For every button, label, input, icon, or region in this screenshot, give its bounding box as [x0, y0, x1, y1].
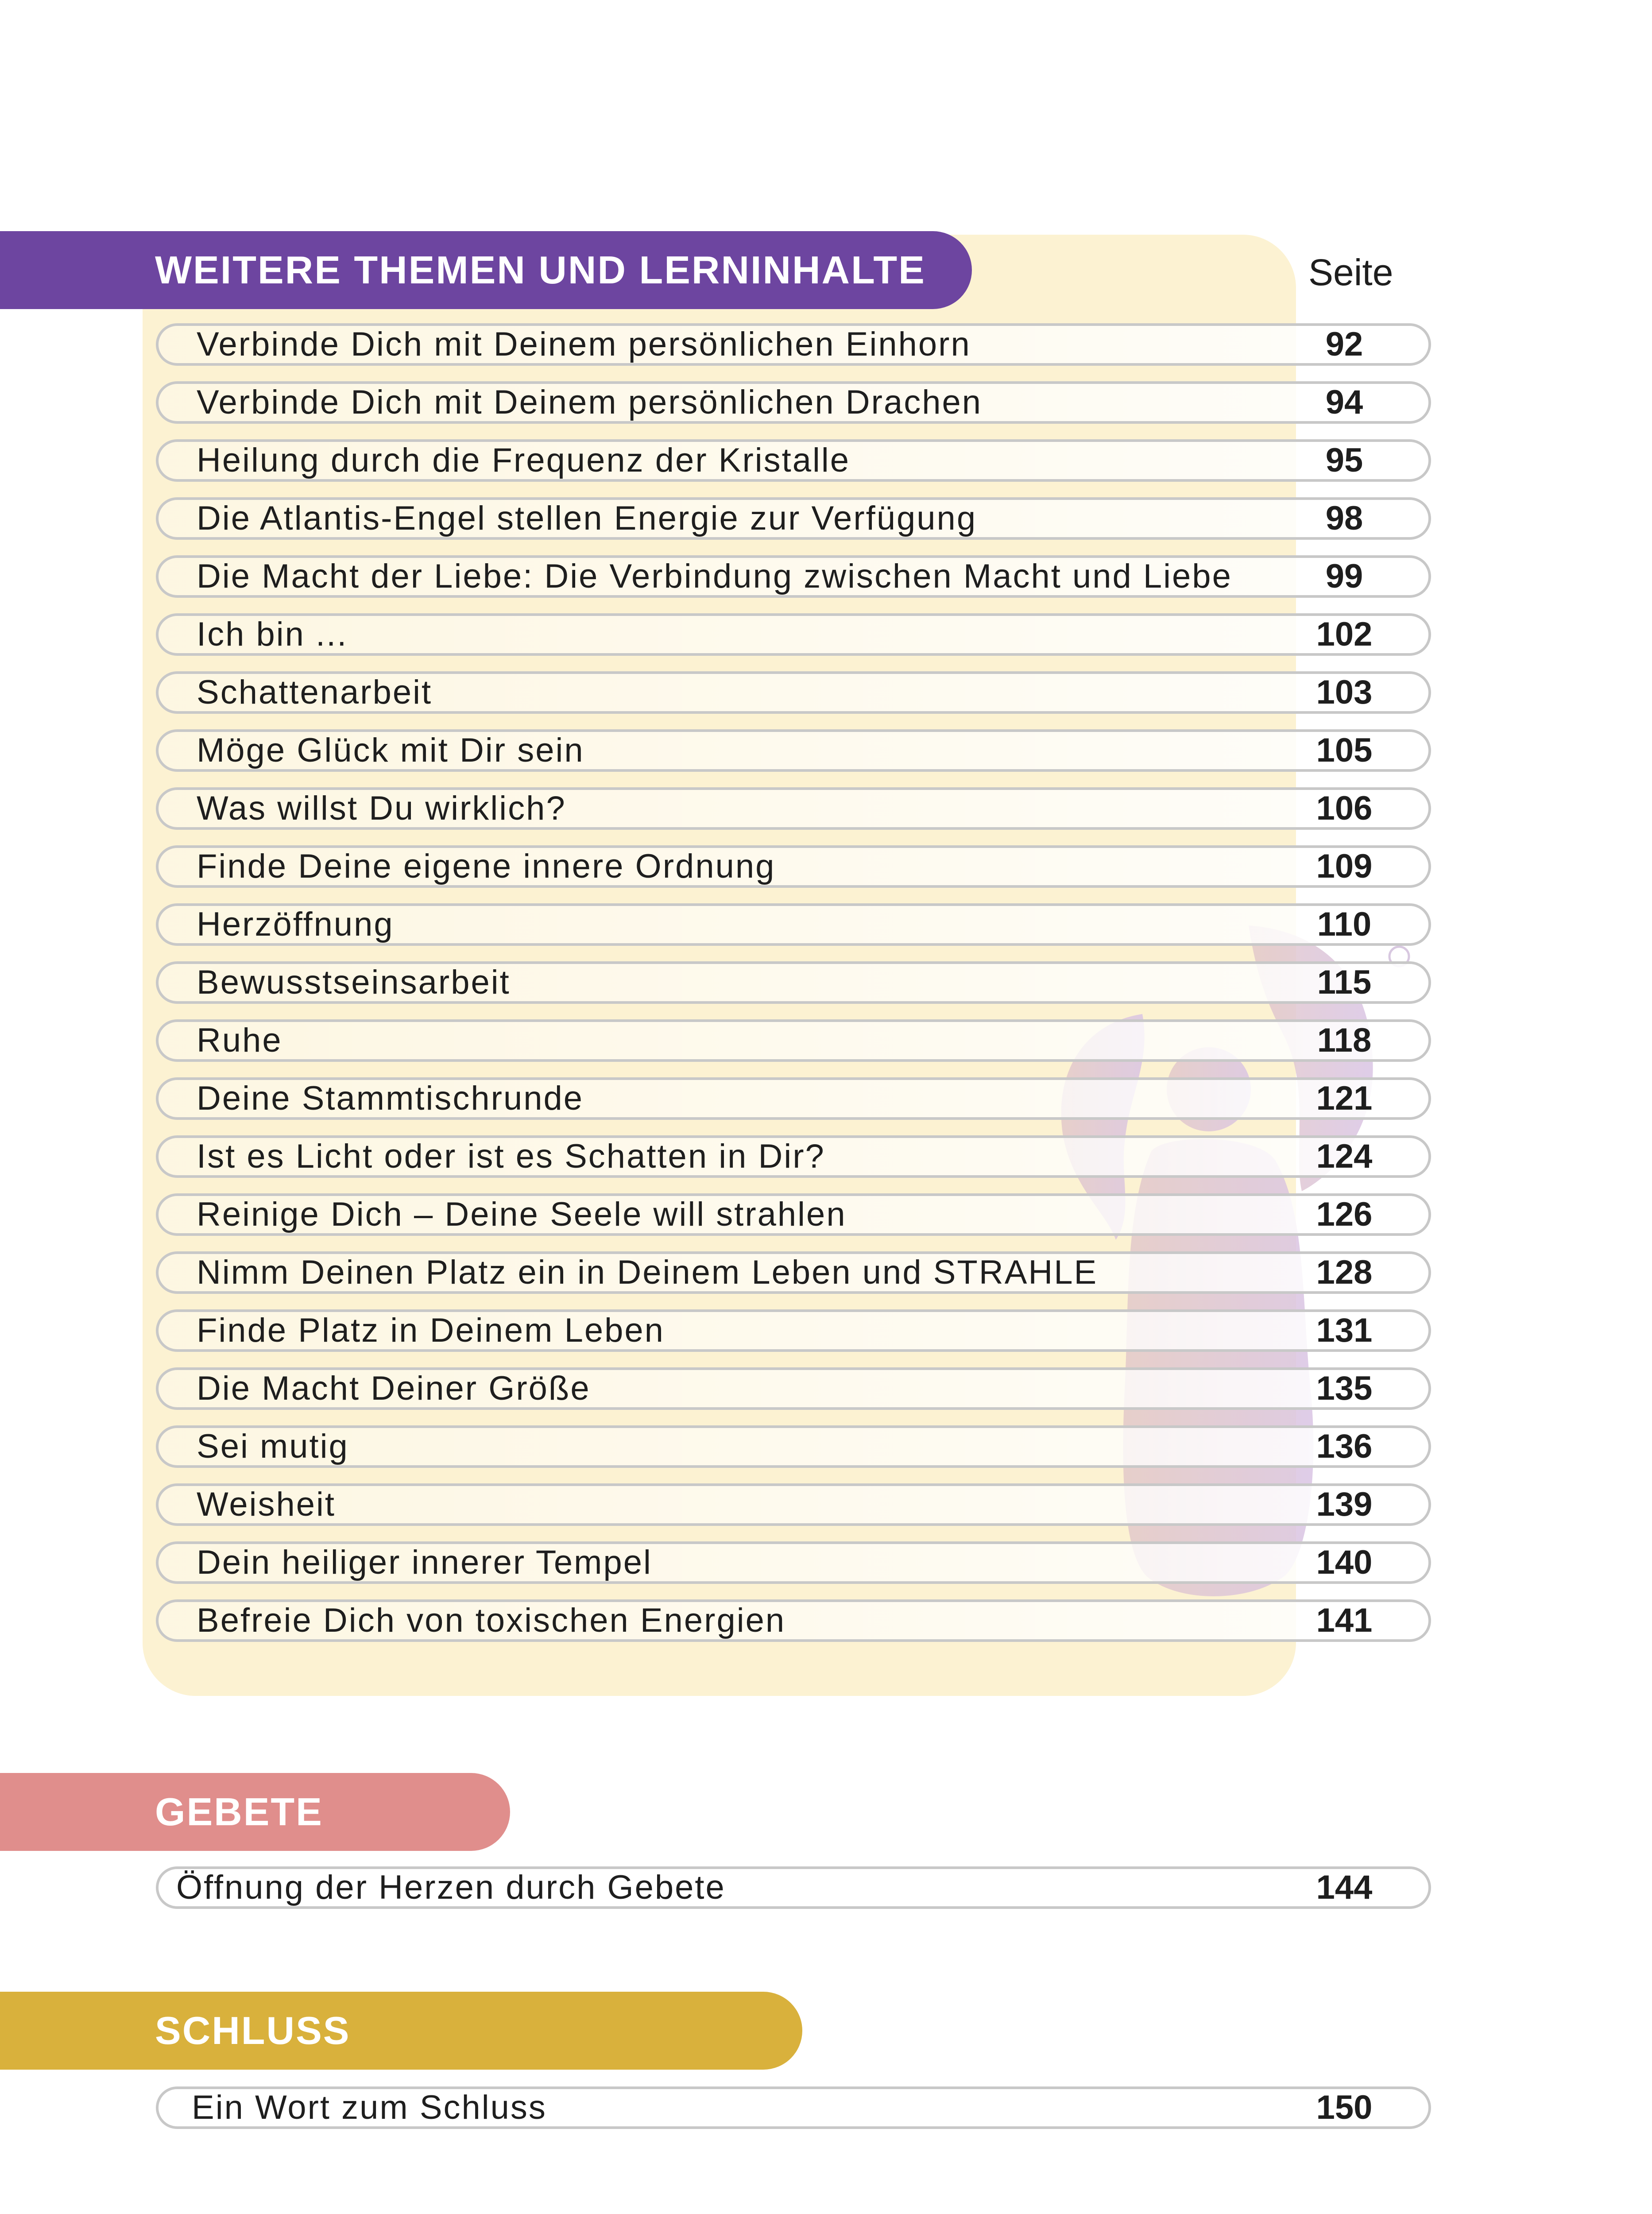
section-heading-prayers: GEBETE [155, 1790, 323, 1834]
toc-entry-page: 94 [1325, 383, 1363, 421]
toc-entry-title: Die Macht der Liebe: Die Verbindung zwischen Macht und Liebe [197, 557, 1232, 595]
toc-entry[interactable] [156, 613, 1431, 656]
toc-entry-page: 126 [1316, 1196, 1373, 1233]
toc-entry[interactable] [156, 1599, 1431, 1642]
toc-entry-page: 92 [1325, 325, 1363, 363]
toc-entry-page: 103 [1316, 673, 1373, 711]
toc-entry-title: Möge Glück mit Dir sein [197, 732, 584, 769]
toc-entry-title: Heilung durch die Frequenz der Kristalle [197, 441, 851, 479]
toc-entry-page: 139 [1316, 1486, 1373, 1523]
toc-entry-page: 124 [1316, 1138, 1373, 1175]
toc-entry-page: 106 [1316, 790, 1373, 827]
toc-entry-page: 110 [1317, 906, 1372, 943]
toc-entry-title: Ruhe [197, 1022, 282, 1059]
toc-entry-page: 115 [1317, 964, 1372, 1001]
toc-entry-title: Sei mutig [197, 1428, 349, 1465]
toc-entry[interactable] [156, 961, 1431, 1004]
toc-entry-page: 144 [1316, 1869, 1373, 1906]
toc-entry-title: Reinige Dich – Deine Seele will strahlen [197, 1196, 847, 1233]
toc-entry[interactable] [156, 555, 1431, 598]
toc-entry[interactable] [156, 497, 1431, 540]
toc-entry-title: Finde Platz in Deinem Leben [197, 1312, 665, 1349]
toc-entry-prayers[interactable] [156, 1866, 1431, 1909]
section-heading-themes: WEITERE THEMEN UND LERNINHALTE [155, 248, 926, 292]
toc-entry[interactable] [156, 1541, 1431, 1584]
toc-entry-page: 95 [1325, 441, 1363, 479]
toc-entry-title: Verbinde Dich mit Deinem persönlichen Einhorn [197, 325, 971, 363]
toc-entry-title: Bewusstseinsarbeit [197, 964, 511, 1001]
toc-entry-page: 105 [1316, 732, 1373, 769]
toc-entry[interactable] [156, 1077, 1431, 1120]
toc-entry-page: 141 [1316, 1602, 1373, 1639]
section-banner-prayers [0, 1773, 510, 1851]
toc-entry-title: Nimm Deinen Platz ein in Deinem Leben und STRAHLE [197, 1254, 1098, 1291]
toc-entry-page: 135 [1316, 1370, 1373, 1407]
toc-entry-title: Weisheit [197, 1486, 336, 1523]
toc-entry-title: Öffnung der Herzen durch Gebete [176, 1869, 726, 1906]
toc-entry-title: Finde Deine eigene innere Ordnung [197, 848, 776, 885]
toc-entry-title: Die Atlantis-Engel stellen Energie zur Verfügung [197, 499, 977, 537]
toc-entry-page: 136 [1316, 1428, 1373, 1465]
toc-entry-page: 118 [1317, 1022, 1372, 1059]
toc-entry-page: 102 [1316, 615, 1373, 653]
toc-entry-page: 98 [1325, 499, 1363, 537]
toc-entry[interactable] [156, 845, 1431, 888]
page-column-label: Seite [1308, 252, 1393, 293]
toc-entry-closing[interactable] [156, 2086, 1431, 2129]
toc-entry-title: Herzöffnung [197, 906, 394, 943]
toc-entry-title: Schattenarbeit [197, 673, 433, 711]
toc-entry-title: Ein Wort zum Schluss [192, 2089, 547, 2126]
toc-entry-title: Deine Stammtischrunde [197, 1080, 584, 1117]
toc-entry-title: Was willst Du wirklich? [197, 790, 566, 827]
section-heading-closing: SCHLUSS [155, 2009, 351, 2052]
toc-entry-title: Dein heiliger innerer Tempel [197, 1544, 652, 1581]
toc-entry-title: Ist es Licht oder ist es Schatten in Dir? [197, 1138, 825, 1175]
themes-entry-list [156, 323, 1431, 1657]
toc-entry-page: 150 [1316, 2089, 1373, 2126]
toc-entry-page: 128 [1316, 1254, 1373, 1291]
toc-entry[interactable] [156, 903, 1431, 946]
toc-entry[interactable] [156, 787, 1431, 830]
toc-entry-page: 140 [1316, 1544, 1373, 1581]
toc-entry-page: 131 [1316, 1312, 1373, 1349]
toc-entry[interactable] [156, 1135, 1431, 1178]
toc-entry[interactable] [156, 1251, 1431, 1294]
toc-entry[interactable] [156, 729, 1431, 772]
toc-entry[interactable] [156, 323, 1431, 366]
toc-entry[interactable] [156, 671, 1431, 714]
toc-entry-title: Die Macht Deiner Größe [197, 1370, 591, 1407]
toc-entry-title: Verbinde Dich mit Deinem persönlichen Drachen [197, 383, 983, 421]
section-banner-themes [0, 231, 972, 309]
toc-entry[interactable] [156, 1309, 1431, 1352]
toc-entry[interactable] [156, 1019, 1431, 1062]
toc-entry[interactable] [156, 1483, 1431, 1526]
toc-entry[interactable] [156, 1367, 1431, 1410]
toc-entry[interactable] [156, 1193, 1431, 1236]
toc-entry-title: Ich bin ... [197, 615, 348, 653]
toc-entry[interactable] [156, 1425, 1431, 1468]
toc-entry-page: 99 [1325, 557, 1363, 595]
section-banner-closing [0, 1992, 802, 2070]
toc-entry-page: 109 [1316, 848, 1373, 885]
toc-entry[interactable] [156, 381, 1431, 424]
toc-entry-page: 121 [1316, 1080, 1373, 1117]
toc-entry[interactable] [156, 439, 1431, 482]
toc-entry-title: Befreie Dich von toxischen Energien [197, 1602, 786, 1639]
